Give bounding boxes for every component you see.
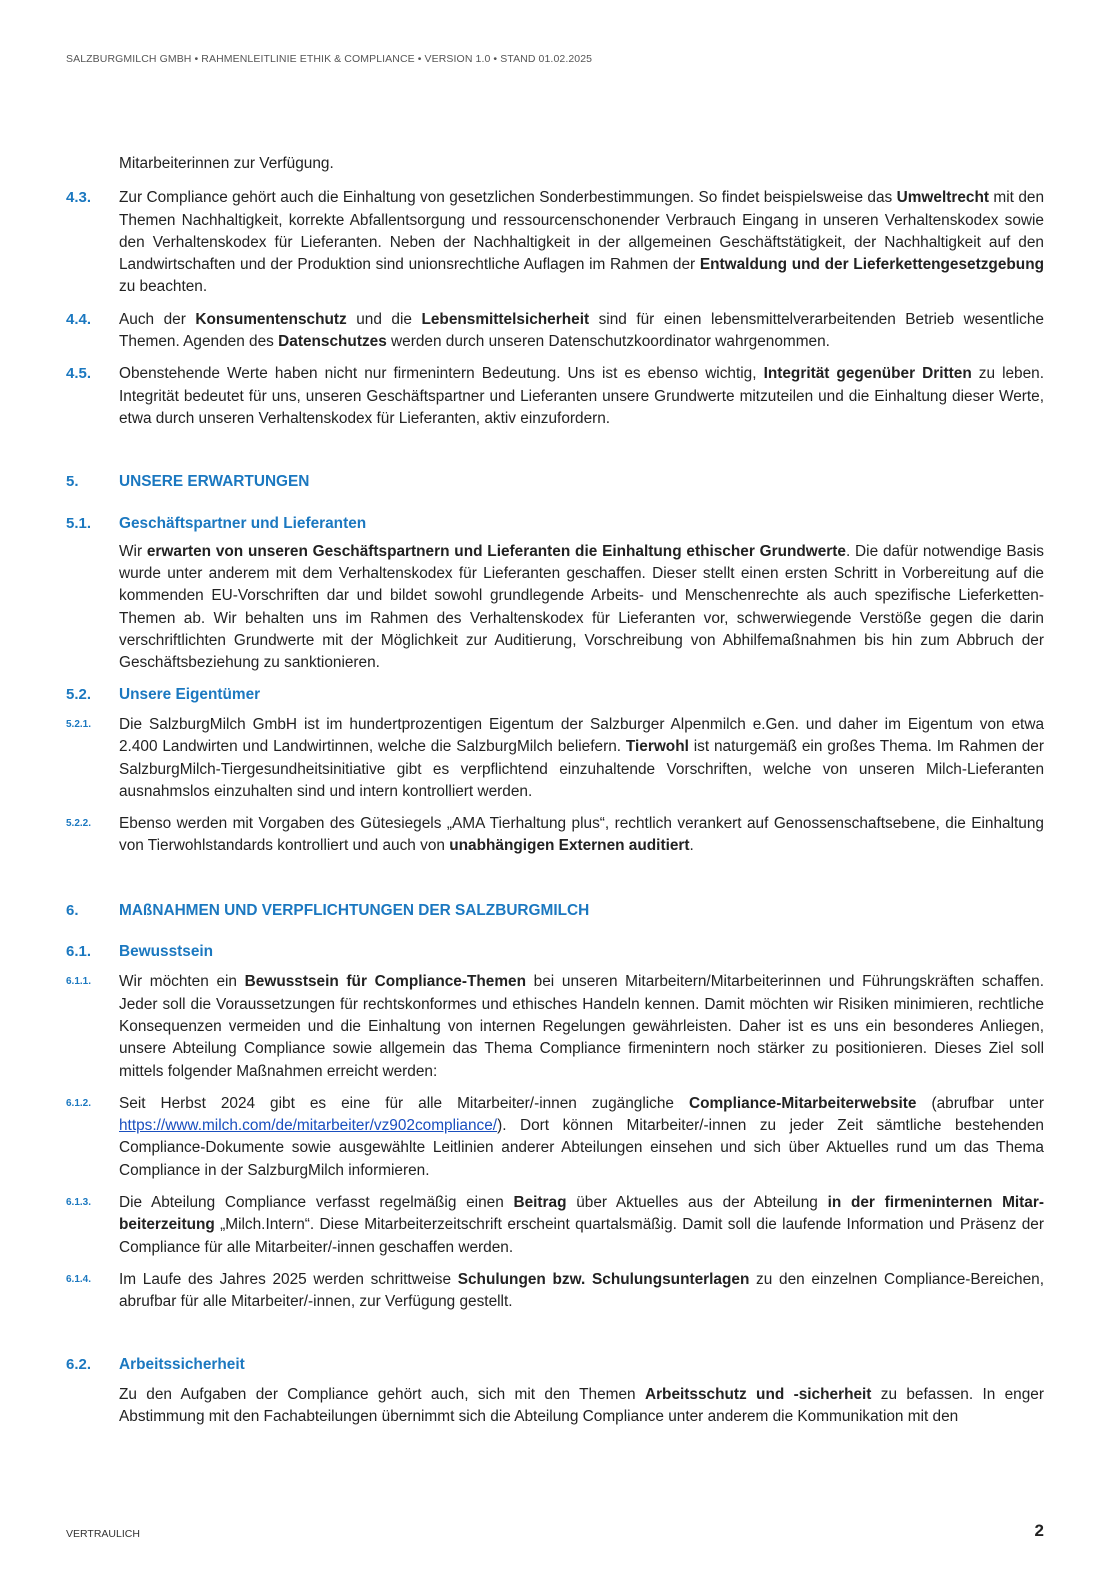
section-5-1-heading — [66, 513, 1044, 535]
section-text: Die Abteilung Compliance verfasst regelmäßig einen Beitrag über Aktuelles aus der Abteilung in der firmeninternen Mitarbeiterzeitung „Milch.Intern“. Diese Mitarbeiterzeitschrift erscheint quartalsmäßig. Damit soll die laufende Information und Präsenz der Compliance für alle Mitarbeiter/-innen geschaffen werden. — [119, 1193, 1044, 1256]
section-number: 6.1. — [66, 943, 92, 961]
section-4-3 — [66, 187, 1044, 298]
section-number: 4.4. — [66, 310, 92, 328]
section-title: Bewusstsein — [119, 943, 214, 961]
section-title: MAßNAHMEN UND VERPFLICHTUNGEN DER SALZBURGMILCH — [119, 901, 590, 919]
section-text: Zur Compliance gehört auch die Einhaltung von gesetzlichen Sonderbestimmungen. So findet beispielsweise das Umweltrecht mit den Themen Nachhaltigkeit, korrekte Abfallentsorgung und ressourcenschonender Verbrauch Eingang in unseren Verhaltenskodex sowie den Verhaltenskodex für Lieferanten. Neben der Nachhaltigkeit in der allgemeinen Geschäftstätigkeit, der Nachhaltigkeit auf den Landwirtschaften und der Produktion sind unionsrechtliche Auflagen im Rahmen der Entwaldung und der Lieferkettengesetzgebung zu beachten. — [119, 189, 1044, 296]
section-text: Ebenso werden mit Vorgaben des Gütesiegels „AMA Tierhaltung plus“, rechtlich verankert auf Genossenschaftsebene, die Einhaltung von Tierwohlstandards kontrolliert und auch von unabhängigen Externen auditiert. — [119, 815, 1044, 855]
section-5-2-2 — [66, 813, 1044, 858]
section-number: 4.5. — [66, 365, 92, 383]
section-6-1-4 — [66, 1269, 1044, 1314]
section-number: 4.3. — [66, 189, 92, 207]
section-text: Seit Herbst 2024 gibt es eine für alle Mitarbeiter/-innen zugängliche Compliance-Mitarbeiterwebsite (abrufbar unter https://www.milch.com/de/mitarbeiter/vz902compliance/). Dort können Mitarbeiter/-innen zu jeder Zeit sämtliche bestehenden Compliance-Dokumente sowie ausgewählte Leitlinien anderer Abteilungen einsehen und sich über Aktuelles rund um das Thema Compliance in der SalzburgMilch informieren. — [119, 1094, 1044, 1179]
section-title: UNSERE ERWARTUNGEN — [119, 473, 310, 491]
section-6-1-heading — [66, 941, 1044, 963]
section-number: 5.2.2. — [66, 818, 92, 830]
section-title: Geschäftspartner und Lieferanten — [119, 514, 367, 532]
section-title: Arbeitssicherheit — [119, 1356, 245, 1374]
continuation-text: Mitarbeiterinnen zur Verfügung. — [119, 155, 334, 172]
section-number: 6.1.1. — [66, 976, 92, 988]
section-6-1-1 — [66, 971, 1044, 1082]
section-6-1-2 — [66, 1093, 1044, 1182]
section-number: 6.1.3. — [66, 1196, 92, 1208]
section-number: 5.1. — [66, 514, 92, 532]
section-5-1-text: Wir erwarten von unseren Geschäftspartnern und Lieferanten die Einhaltung ethischer Grundwerte. Die dafür notwendige Basis wurde unter anderem mit dem Verhaltenskodex für Lieferanten geschaffen. Dieser stellt einen ersten Schritt in Vorbereitung auf die kommenden EU-Vorschriften dar und bildet sowohl grundlegende Arbeits- und Menschenrechte als auch spezifische Lieferketten-Themen ab. Wir behalten uns im Rahmen des Verhaltenskodex für Lieferanten vor, schwerwiegende Verstöße gegen die darin verschriftlichten Grundwerte mit der Möglichkeit zur Auditierung, Vorschreibung von Abhilfemaßnahmen bis hin zum Abbruch der Geschäftsbeziehung zu sanktionieren. — [119, 542, 1044, 672]
section-number: 6.1.2. — [66, 1097, 92, 1109]
section-6-2-text: Zu den Aufgaben der Compliance gehört auch, sich mit den Themen Arbeitsschutz und -sicherheit zu befassen. In enger Abstimmung mit den Fachabteilungen übernimmt sich die Abteilung Compliance unter anderem die Kommunikation mit den — [119, 1385, 1044, 1426]
section-title: Unsere Eigentümer — [119, 685, 261, 703]
section-text: Die SalzburgMilch GmbH ist im hundertprozentigen Eigentum der Salzburger Alpenmilch e.Gen. und daher im Eigentum von etwa 2.400 Landwirten und Landwirtinnen, welche die SalzburgMilch beliefern. Tierwohl ist naturgemäß ein großes Thema. Im Rahmen der SalzburgMilch-Tiergesundheitsinitiative gibt es verpflichtend einzuhaltende Vorschriften, welche von unseren Milch-Lieferanten ausnahmslos einzuhalten sind und intern kontrolliert werden. — [119, 715, 1044, 800]
section-number: 5. — [66, 473, 79, 491]
section-text: Obenstehende Werte haben nicht nur firmenintern Bedeutung. Uns ist es ebenso wichtig, Integrität gegenüber Dritten zu leben. Integrität bedeutet für uns, unseren Geschäftspartner und Lieferanten unsere Grundwerte mitzuteilen und die Einhaltung dieser Werte, etwa durch unseren Verhaltenskodex für Lieferanten, aktiv einzufordern. — [119, 365, 1045, 427]
section-6-2-heading — [66, 1354, 1044, 1376]
page-header: SALZBURGMILCH GMBH • RAHMENLEITLINIE ETHIK & COMPLIANCE • VERSION 1.0 • STAND 01.02.2025 — [66, 53, 593, 65]
section-5-2-heading — [66, 684, 1044, 706]
section-6-1-3 — [66, 1192, 1044, 1259]
section-4-4 — [66, 309, 1044, 354]
confidential-label: VERTRAULICH — [66, 1528, 140, 1540]
section-number: 5.2.1. — [66, 718, 92, 730]
section-number: 6.2. — [66, 1356, 92, 1374]
section-text: Auch der Konsumentenschutz und die Lebensmittelsicherheit sind für einen lebensmittelverarbeitenden Betrieb wesentliche Themen. Agenden des Datenschutzes werden durch unseren Datenschutzkoordinator wahrgenommen. — [119, 310, 1044, 351]
document-body — [66, 153, 1044, 1428]
section-6-heading — [66, 900, 1044, 922]
section-4-5 — [66, 363, 1044, 430]
page-number: 2 — [1034, 1521, 1044, 1540]
section-number: 6. — [66, 901, 79, 919]
section-number: 6.1.4. — [66, 1273, 92, 1285]
compliance-website-link[interactable]: https://www.milch.com/de/mitarbeiter/vz902compliance/ — [119, 1117, 498, 1135]
section-text: Wir möchten ein Bewusstsein für Compliance-Themen bei unseren Mitarbeitern/Mitarbeiterinnen und Führungskräften schaffen. Jeder soll die Voraussetzungen für rechtskonformes und ethisches Handeln kennen. Damit möchten wir Risiken minimieren, rechtliche Konsequenzen vermeiden und die Einhaltung von internen Regelungen gewährleisten. Daher ist es uns ein besonderes Anliegen, unsere Abteilung Compliance sowie allgemein das Thema Compliance firmenintern noch stärker zu positionieren. Dieses Ziel soll mittels folgender Maßnahmen erreicht werden: — [119, 973, 1045, 1080]
section-number: 5.2. — [66, 685, 92, 703]
section-text: Im Laufe des Jahres 2025 werden schrittweise Schulungen bzw. Schulungsunterlagen zu den einzelnen Compliance-Bereichen, abrufbar für alle Mitarbeiter/-innen, zur Verfügung gestellt. — [119, 1270, 1044, 1311]
section-5-heading — [66, 471, 1044, 493]
section-5-2-1 — [66, 714, 1044, 803]
